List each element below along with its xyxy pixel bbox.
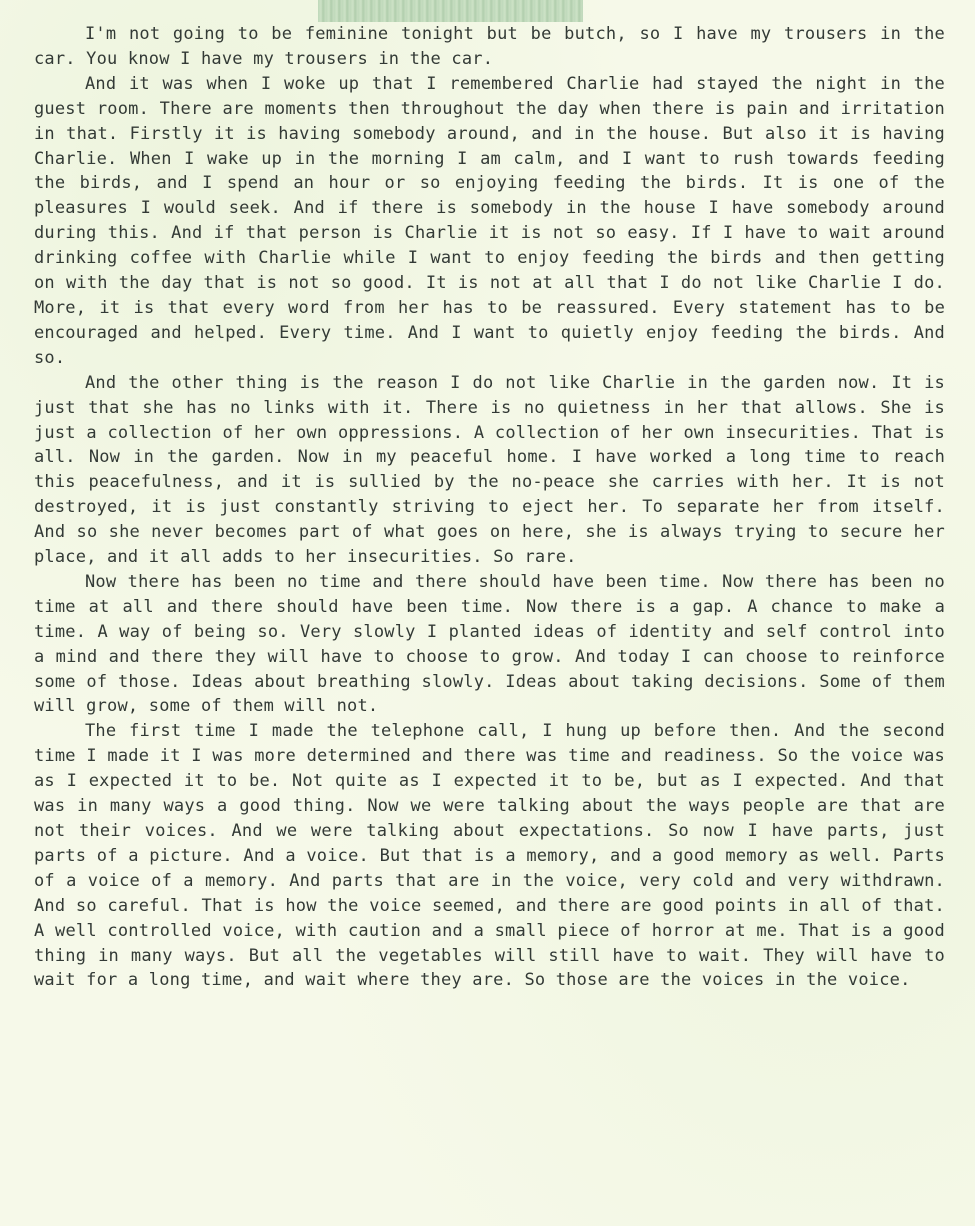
tape-strip [318,0,583,22]
paragraph-1: I'm not going to be feminine tonight but be butch, so I have my trousers in the car. You know I have my trousers in the car. [34,24,945,69]
paragraph-2: And it was when I woke up that I remembered Charlie had stayed the night in the guest room. There are moments then throughout the day when there is pain and irritation in that. Firstly it is having somebody around, and in the house. But also it is having Charlie. When I wake up in the morning I am calm, and I want to rush towards feeding the birds, and I spend an hour or so enjoying feeding the birds. It is one of the pleasures I would seek. And if there is somebody in the house I have somebody around during this. And if that person is Charlie it is not so easy. If I have to wait around drinking coffee with Charlie while I want to enjoy feeding the birds and then getting on with the day that is not so good. It is not at all that I do not like Charlie I do. More, it is that every word from her has to be reassured. Every statement has to be encouraged and helped. Every time. And I want to quietly enjoy feeding the birds. And so. [34,73,945,368]
paragraph-5: The first time I made the telephone call, I hung up before then. And the second time I made it I was more determined and there was time and readiness. So the voice was as I expected it to be. Not quite as I expected it to be, but as I expected. And that was in many ways a good thing. Now we were talking about the ways people are that are not their voices. And we were talking about expectations. So now I have parts, just parts of a picture. And a voice. But that is a memory, and a good memory as well. Parts of a voice of a memory. And parts that are in the voice, very cold and very withdrawn. And so careful. That is how the voice seemed, and there are good points in all of that. A well controlled voice, with caution and a small piece of horror at me. That is a good thing in many ways. But all the vegetables will still have to wait. They will have to wait for a long time, and wait where they are. So those are the voices in the voice. [34,721,945,991]
typed-text-body [34,22,945,993]
paragraph-3: And the other thing is the reason I do not like Charlie in the garden now. It is just that she has no links with it. There is no quietness in her that allows. She is just a collection of her own oppressions. A collection of her own insecurities. That is all. Now in the garden. Now in my peaceful home. I have worked a long time to reach this peacefulness, and it is sullied by the no-peace she carries with her. It is not destroyed, it is just constantly striving to eject her. To separate her from itself. And so she never becomes part of what goes on here, she is always trying to secure her place, and it all adds to her insecurities. So rare. [34,372,945,568]
paragraph-4: Now there has been no time and there should have been time. Now there has been no time at all and there should have been time. Now there is a gap. A chance to make a time. A way of being so. Very slowly I planted ideas of identity and self control into a mind and there they will have to choose to grow. And today I can choose to reinforce some of those. Ideas about breathing slowly. Ideas about taking decisions. Some of them will grow, some of them will not. [34,571,945,717]
